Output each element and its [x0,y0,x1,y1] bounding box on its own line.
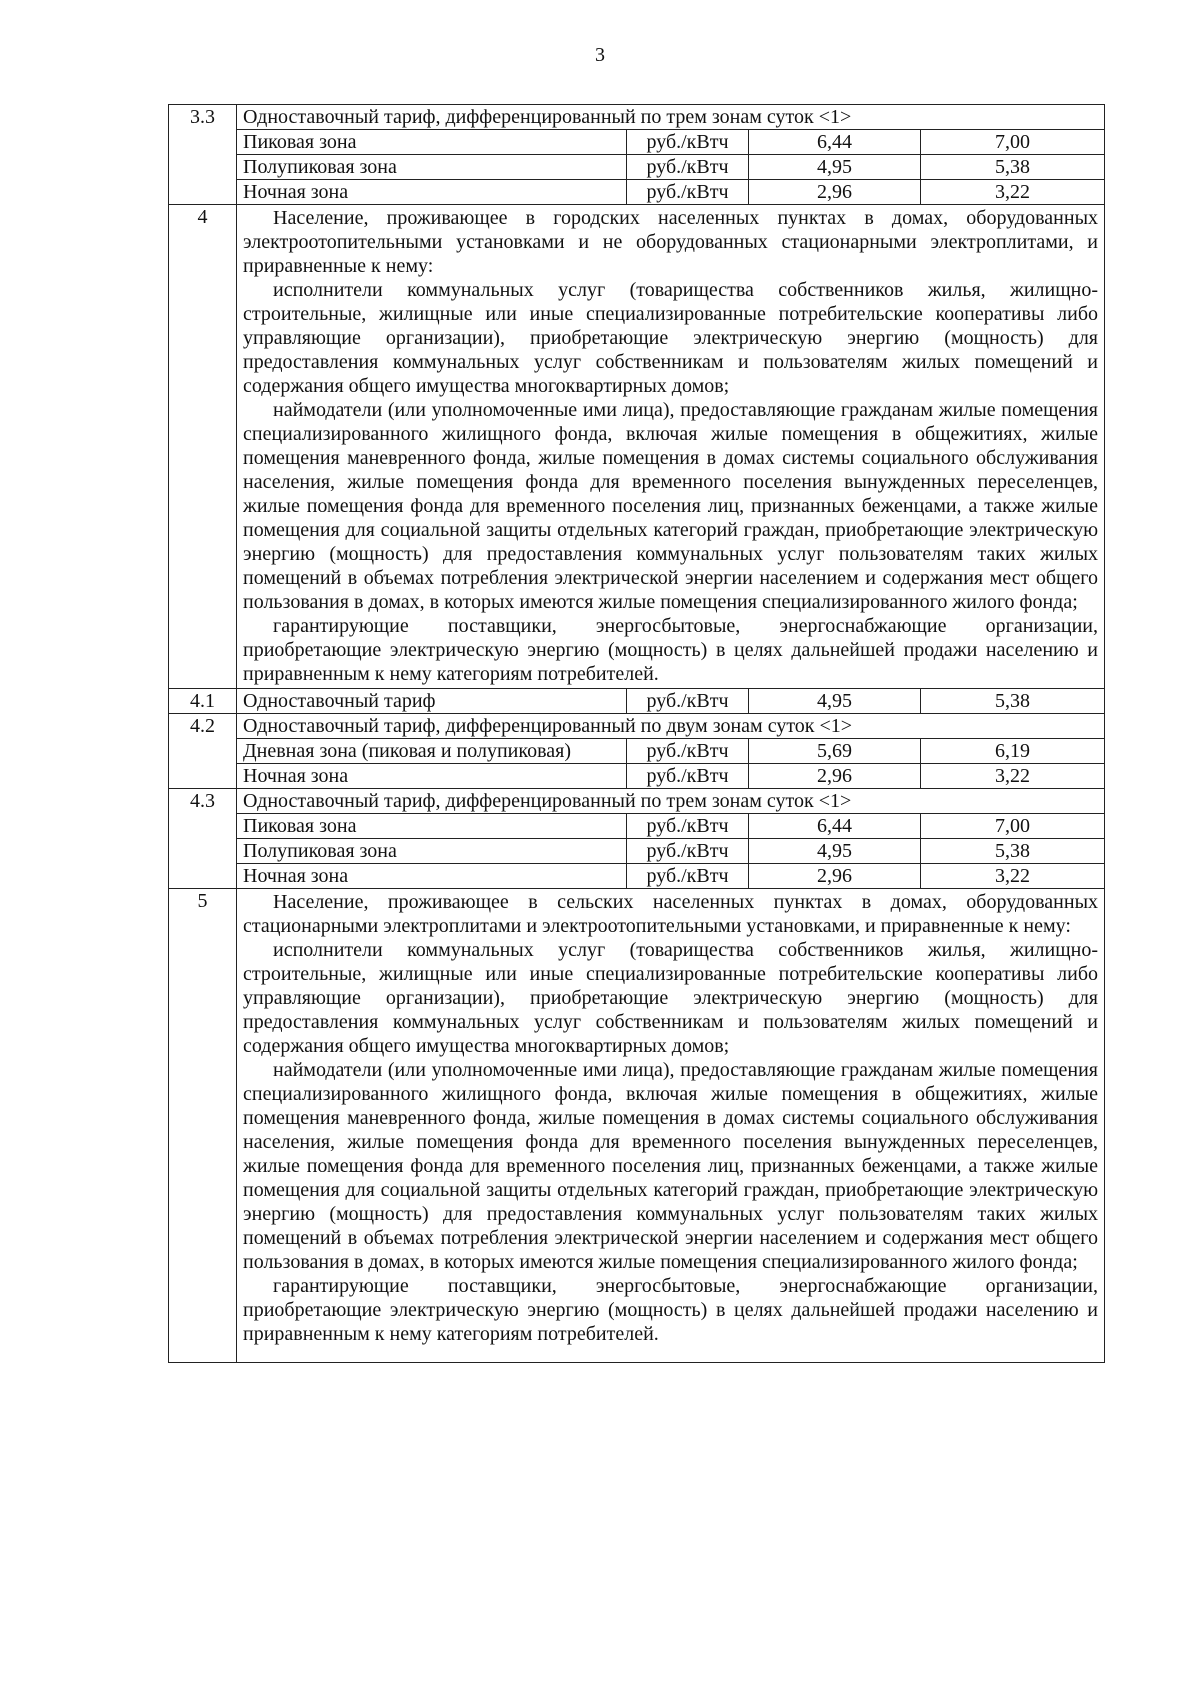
table-row [169,155,1105,180]
value-first-half: 2,96 [749,180,921,205]
zone-name: Ночная зона [237,180,627,205]
row-number: 4 [169,205,237,689]
value-first-half: 2,96 [749,864,921,889]
row-number: 3.3 [169,105,237,130]
row-number-empty [169,130,237,155]
value-second-half: 5,38 [921,689,1105,714]
zone-name: Ночная зона [237,764,627,789]
row-number-empty [169,864,237,889]
page-number: 3 [595,44,605,66]
table-row [169,689,1105,714]
value-first-half: 5,69 [749,739,921,764]
unit-cell: руб./кВтч [627,739,749,764]
zone-name: Полупиковая зона [237,839,627,864]
section-title: Одноставочный тариф, дифференцированный по трем зонам суток <1> [237,789,1105,814]
tariff-table [168,104,1105,1363]
value-first-half: 4,95 [749,839,921,864]
table-row [169,864,1105,889]
row-number-empty [169,180,237,205]
unit-cell: руб./кВтч [627,130,749,155]
section-description [237,205,1105,689]
table-row [169,180,1105,205]
unit-cell: руб./кВтч [627,764,749,789]
table-row [169,130,1105,155]
zone-name: Ночная зона [237,864,627,889]
section-4 [169,205,1105,689]
row-number-empty [169,739,237,764]
unit-cell: руб./кВтч [627,155,749,180]
row-number-empty [169,839,237,864]
table-row [169,839,1105,864]
zone-name: Дневная зона (пиковая и полупиковая) [237,739,627,764]
row-number: 4.2 [169,714,237,739]
value-second-half: 7,00 [921,130,1105,155]
unit-cell: руб./кВтч [627,814,749,839]
row-number-empty [169,814,237,839]
paragraph: исполнители коммунальных услуг (товарищества собственников жилья, жилищно-строительные, жилищные или иные специализированные потребительские кооперативы либо управляющие организации), приобретающие электрическую энергию (мощность) для предоставления коммунальных услуг собственникам и пользователям жилых помещений и содержания общего имущества многоквартирных домов; [243,279,1099,397]
value-first-half: 6,44 [749,814,921,839]
unit-cell: руб./кВтч [627,839,749,864]
row-number-empty [169,155,237,180]
unit-cell: руб./кВтч [627,864,749,889]
value-second-half: 6,19 [921,739,1105,764]
table-row [169,739,1105,764]
paragraph: гарантирующие поставщики, энергосбытовые, энергоснабжающие организации, приобретающие электрическую энергию (мощность) в целях дальнейшей продажи населению и приравненным к нему категориям потребителей. [243,615,1099,685]
row-number: 5 [169,889,237,1363]
value-second-half: 7,00 [921,814,1105,839]
paragraph: наймодатели (или уполномоченные ими лица), предоставляющие гражданам жилые помещения специализированного жилищного фонда, включая жилые помещения в общежитиях, жилые помещения маневренного фонда, жилые помещения в домах системы социального обслуживания населения, жилые помещения фонда для временного поселения вынужденных переселенцев, жилые помещения фонда для временного поселения лиц, признанных беженцами, а также жилые помещения для социальной защиты отдельных категорий граждан, приобретающие электрическую энергию (мощность) для предоставления коммунальных услуг пользователям таких жилых помещений в объемах потребления электрической энергии населением и содержания мест общего пользования в домах, в которых имеются жилые помещения специализированного жилого фонда; [243,399,1099,613]
value-first-half: 2,96 [749,764,921,789]
section-description [237,889,1105,1363]
tariff-name: Одноставочный тариф [237,689,627,714]
value-second-half: 5,38 [921,155,1105,180]
table-row [169,814,1105,839]
paragraph: гарантирующие поставщики, энергосбытовые, энергоснабжающие организации, приобретающие электрическую энергию (мощность) в целях дальнейшей продажи населению и приравненным к нему категориям потребителей. [243,1275,1099,1345]
zone-name: Полупиковая зона [237,155,627,180]
section-title: Одноставочный тариф, дифференцированный по двум зонам суток <1> [237,714,1105,739]
zone-name: Пиковая зона [237,130,627,155]
section-4-3-header [169,789,1105,814]
unit-cell: руб./кВтч [627,689,749,714]
row-number-empty [169,764,237,789]
value-second-half: 3,22 [921,180,1105,205]
row-number: 4.3 [169,789,237,814]
value-first-half: 6,44 [749,130,921,155]
section-title: Одноставочный тариф, дифференцированный по трем зонам суток <1> [237,105,1105,130]
section-4-2-header [169,714,1105,739]
paragraph: исполнители коммунальных услуг (товарищества собственников жилья, жилищно-строительные, жилищные или иные специализированные потребительские кооперативы либо управляющие организации), приобретающие электрическую энергию (мощность) для предоставления коммунальных услуг собственникам и пользователям жилых помещений и содержания общего имущества многоквартирных домов; [243,939,1099,1057]
paragraph: Население, проживающее в сельских населенных пунктах в домах, оборудованных стационарными электроплитами и электроотопительными установками, и приравненные к нему: [243,891,1099,937]
value-second-half: 5,38 [921,839,1105,864]
value-second-half: 3,22 [921,764,1105,789]
zone-name: Пиковая зона [237,814,627,839]
row-number: 4.1 [169,689,237,714]
section-3-3-header [169,105,1105,130]
paragraph: Население, проживающее в городских населенных пунктах в домах, оборудованных электроотопительными установками и не оборудованных стационарными электроплитами, и приравненные к нему: [243,207,1099,277]
paragraph: наймодатели (или уполномоченные ими лица), предоставляющие гражданам жилые помещения специализированного жилищного фонда, включая жилые помещения в общежитиях, жилые помещения маневренного фонда, жилые помещения в домах системы социального обслуживания населения, жилые помещения фонда для временного поселения вынужденных переселенцев, жилые помещения фонда для временного поселения лиц, признанных беженцами, а также жилые помещения для социальной защиты отдельных категорий граждан, приобретающие электрическую энергию (мощность) для предоставления коммунальных услуг пользователям таких жилых помещений в объемах потребления электрической энергии населением и содержания мест общего пользования в домах, в которых имеются жилые помещения специализированного жилого фонда; [243,1059,1099,1273]
table-row [169,764,1105,789]
unit-cell: руб./кВтч [627,180,749,205]
value-second-half: 3,22 [921,864,1105,889]
value-first-half: 4,95 [749,155,921,180]
value-first-half: 4,95 [749,689,921,714]
section-5 [169,889,1105,1363]
